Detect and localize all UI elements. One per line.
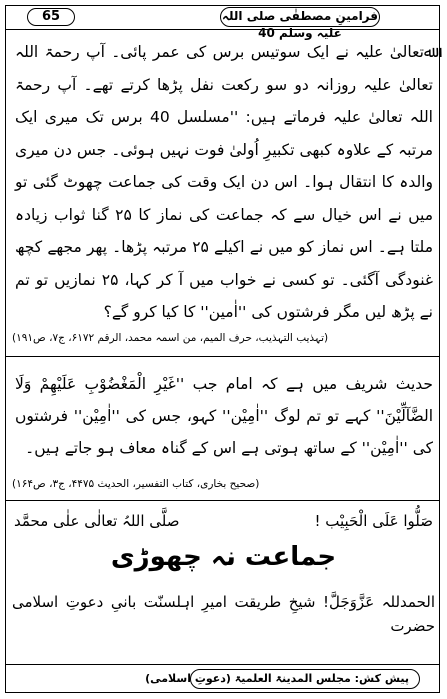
page-footer bbox=[5, 666, 440, 693]
closing-line: الحمدللہ عَزَّوَجَلَّ! شیخِ طریقت امیرِ اہلسنّت بانیِ دعوتِ اسلامی حضرت bbox=[12, 593, 435, 635]
section-heading: جماعت نہ چھوڑی bbox=[110, 542, 337, 572]
durood-left: صلَّی اللہُ تعالٰی علٰی محمَّد bbox=[14, 512, 180, 530]
section-divider-1 bbox=[5, 356, 440, 357]
durood-right: صَلُّوا عَلَی الْحَبِیْب ! bbox=[314, 512, 433, 530]
durood-line bbox=[14, 512, 433, 536]
citation-1: (تہذیب التہذیب، حرف المیم، من اسمہ محمد، الرقم ۶۱۷۲، ج۷، ص۱۹۱) bbox=[12, 332, 329, 344]
section-divider-2 bbox=[5, 500, 440, 501]
footer-divider bbox=[5, 664, 440, 665]
paragraph-2: حدیث شریف میں ہے کہ امام جب ''غَیْرِ الْمَغْضُوْبِ عَلَیْهِمْ وَلَا الضَّآلِّیْنَ'' کہے تو تم لوگ ''اٰمِیْن'' کہو، جس کی ''اٰمِیْن'' فرشتوں کی ''اٰمِیْن'' کے ساتھ ہوتی ہے اس کے گناہ معاف ہو جاتے ہیں۔ bbox=[15, 375, 433, 457]
page-number: 65 bbox=[27, 8, 75, 26]
paragraph-1: ﷲتعالیٰ علیہ نے ایک سوتیس برس کی عمر پائی۔ آپ رحمۃ اللہ تعالیٰ علیہ روزانہ دو سو رکعت نفل پڑھا کرتے تھے۔ آپ رحمۃ اللہ تعالیٰ علیہ فرماتے ہیں: ''مسلسل 40 برس تک میری ایک مرتبہ کے علاوہ کبھی تکبیرِ اُولیٰ فوت نہیں ہوئی۔ جس دن میری والدہ کا انتقال ہوا۔ اس دن ایک وقت کی جماعت چھوٹ گئی تو میں نے اس خیال سے کہ جماعت کی نماز کا ۲۵ گنا ثواب زیادہ ملتا ہے۔ اس نماز کو میں نے اکیلے ۲۵ مرتبہ پڑھا۔ پھر مجھے کچھ غنودگی آگئی۔ تو کسی نے خواب میں آ کر کہا، ۲۵ نمازیں تو تم نے پڑھ لیں مگر فرشتوں کی ''اٰمین'' کا کیا کرو گے؟ bbox=[15, 43, 434, 321]
citation-2: (صحیح بخاری، کتاب التفسیر، الحدیث ۴۴۷۵، ج۳، ص۱۶۴) bbox=[12, 478, 260, 490]
publisher-label: پیش کش: مجلس المدینۃ العلمیۃ (دعوتِ اسلامی) bbox=[190, 669, 420, 689]
header-divider bbox=[5, 29, 440, 30]
running-title: فرامینِ مصطفٰی صلی اللہ علیہ وسلم 40 bbox=[222, 9, 378, 40]
page-header bbox=[5, 5, 440, 40]
